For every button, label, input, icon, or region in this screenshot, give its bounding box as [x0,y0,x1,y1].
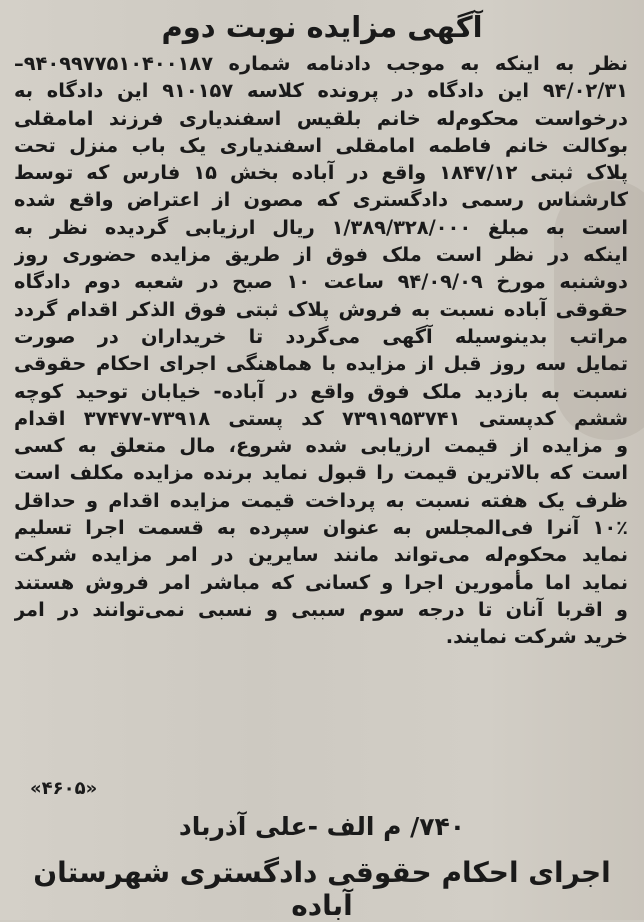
department-name: اجرای احکام حقوقی دادگستری شهرستان آباده [33,856,611,922]
notice-line: ششم کدپستی ۷۳۹۱۹۵۳۷۴۱ کد پستی ۷۳۹۱۸-۳۷۴۷۷ اقدام [14,406,628,430]
notice-title: آگهی مزایده نوبت دوم [161,10,483,44]
notice-line: کارشناس رسمی دادگستری که مصون از اعتراض واقع شده [14,188,628,212]
notice-line: حقوقی آباده نسبت به فروش پلاک ثبتی فوق الذکر اقدام گردد [14,297,628,321]
notice-line: نسبت به بازدید ملک فوق واقع در آباده- خیابان توحید کوچه [14,379,628,403]
notice-line: نماید محکوم‌له می‌تواند مانند سایرین در امر مزایده شرکت [14,543,628,567]
notice-line: ظرف یک هفته نسبت به پرداخت قیمت مزایده اقدام و حداقل [14,488,628,512]
notice-line: دوشنبه مورخ ۹۴/۰۹/۰۹ ساعت ۱۰ صبح در شعبه دوم دادگاه [14,270,628,294]
notice-line: ۹۴/۰۲/۳۱ این دادگاه در پرونده کلاسه ۹۱۰۱۵۷ این دادگاه به [14,79,628,103]
notice-line: و اقربا آنان تا درجه سوم سببی و نسبی نمی‌توانند در امر [14,597,628,621]
notice-line: پلاک ثبتی ۱۸۴۷/۱۲ واقع در آباده بخش ۱۵ فارس که توسط [14,161,628,185]
notice-line: است به مبلغ ۱/۳۸۹/۳۲۸/۰۰۰ ریال ارزیابی گردیده نظر به [14,215,628,239]
notice-line: درخواست محکوم‌له خانم بلقیس اسفندیاری فرزند امامقلی [14,106,628,130]
signatory-line: ۷۴۰/ م الف -علی آذرباد [178,812,466,841]
notice-line: تمایل سه روز قبل از مزایده با هماهنگی اجرای احکام حقوقی [14,352,628,376]
notice-line: است که بالاترین قیمت را قبول نماید برنده مزایده مکلف است [14,461,628,485]
notice-line: نظر به اینکه به موجب دادنامه شماره ۹۴۰۹۹۷۷۵۱۰۴۰۰۱۸۷– [14,52,628,75]
notice-line: نماید اما مأمورین اجرا و کسانی که مباشر امر فروش هستند [14,570,628,594]
notice-line: بوکالت خانم فاطمه امامقلی اسفندیاری یک باب منزل تحت [14,133,628,157]
notice-line: ۱۰٪ آنرا فی‌المجلس به عنوان سپرده به قسمت اجرا تسلیم [14,516,628,540]
notice-line: و مزایده از قیمت ارزیابی شده شروع، مال متعلق به کسی [14,434,628,458]
notice-line: مراتب بدینوسیله آگهی می‌گردد تا خریداران در صورت [14,324,628,348]
notice-code: «۴۶۰۵» [30,778,98,799]
notice-body [14,50,628,651]
notice-line: اینکه در نظر است ملک فوق از طریق مزایده حضوری روز [14,243,628,267]
notice-line: خرید شرکت نمایند. [445,625,628,649]
